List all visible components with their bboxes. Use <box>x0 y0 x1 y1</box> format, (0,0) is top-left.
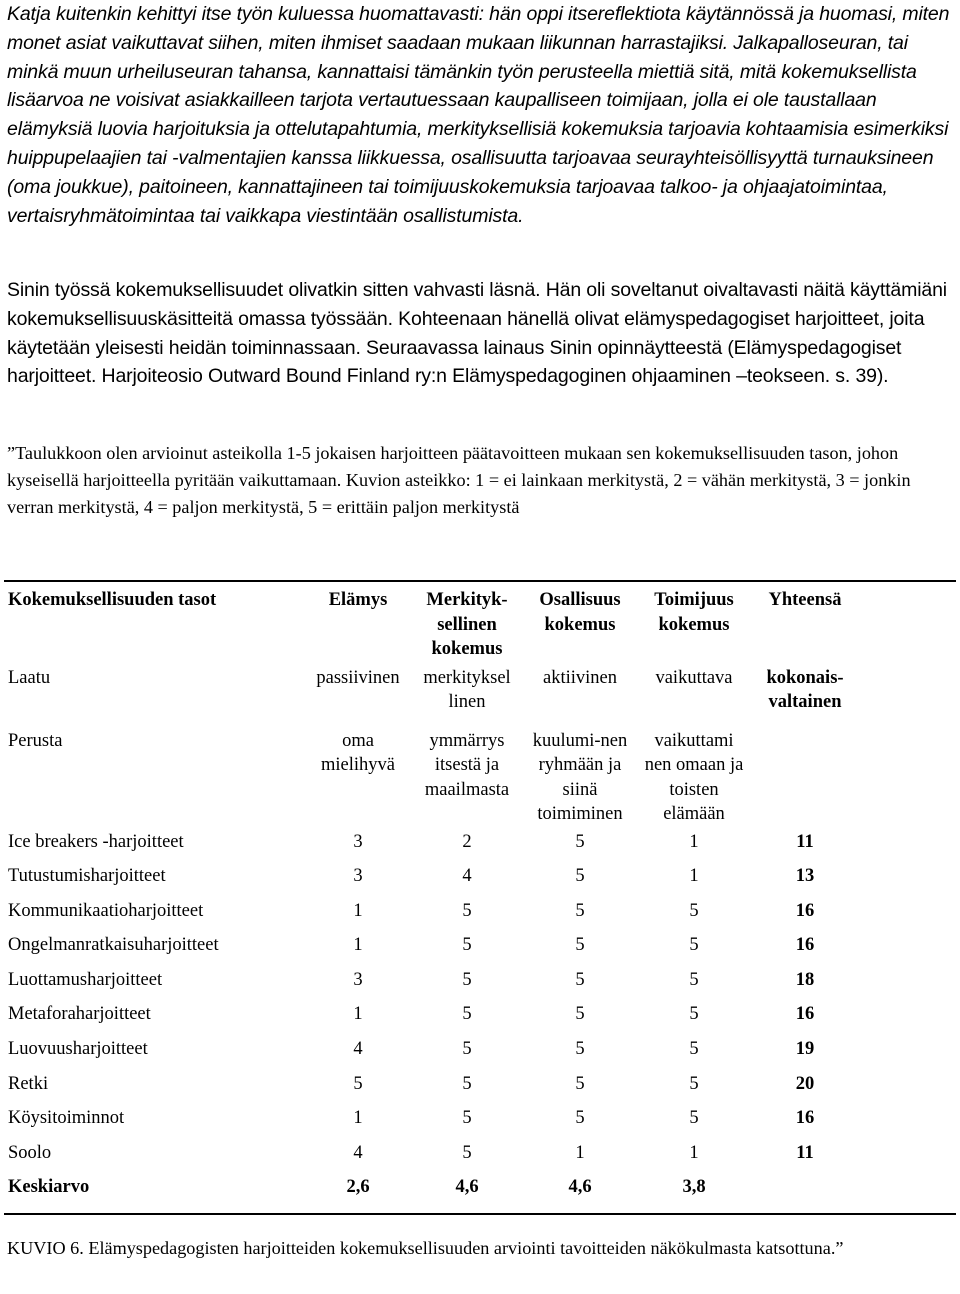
table-row <box>4 930 956 965</box>
intro-paragraph: Katja kuitenkin kehittyi itse työn kuluessa huomattavasti: hän oppi itsereflektiota käytännössä ja huomasi, miten monet asiat vaikuttavat siihen, miten ihmiset saadaan mukaan liikunnan harrastajiksi. Jalkapalloseuran, tai minkä muun urheiluseuran tahansa, kannattaisi tämänkin työn perusteella miettiä sitä, mitä kokemuksellista lisäarvoa ne voisivat asiakkailleen tarjota vertautuessaan kaupalliseen toimijaan, jolla ei ole taustallaan elämyksiä luovia harjoituksia ja ottelutapahtumia, merkityksellisiä kokemuksia tarjoavia kohtaamisia esimerkiksi huippupelaajien tai -valmentajien kanssa liikkuessa, osallisuutta tarjoavaa seurayhteisöllisyyttä turnauksineen (oma joukkue), paitoineen, kannattajineen tai toimijuuskokemuksia tarjoavaa talkoo- ja ohjaajatoimintaa, vertaisryhmätoimintaa tai vaikkapa viestintään osallistumista. <box>7 3 950 227</box>
table-cell: 16 <box>795 1004 815 1025</box>
table-cell: 1 <box>353 1108 363 1129</box>
table-cell: 5 <box>462 1142 472 1163</box>
spacer-cell <box>860 1034 956 1069</box>
table-cell: 1 <box>353 935 363 956</box>
table-cell: 2,6 <box>304 1172 412 1214</box>
header-cell: Kokemuksellisuuden tasot <box>4 581 304 666</box>
table-row <box>4 1138 956 1173</box>
table-cell: 5 <box>575 831 585 852</box>
table-cell: 16 <box>795 900 815 921</box>
table-cell <box>750 725 860 827</box>
header-cell: Elämys <box>304 581 412 666</box>
table-cell: 4,6 <box>412 1172 522 1214</box>
table-cell: 5 <box>689 1073 699 1094</box>
table-cell: 5 <box>462 1004 472 1025</box>
table-cell <box>750 1172 860 1214</box>
table-cell: 16 <box>795 935 815 956</box>
basis-row <box>4 725 956 827</box>
spacer-cell <box>860 725 956 827</box>
table-cell: 13 <box>795 866 815 887</box>
header-cell: Yhteensä <box>750 581 860 666</box>
table-row <box>4 1069 956 1104</box>
table-row <box>4 1034 956 1069</box>
quote-paragraph: ”Taulukkoon olen arvioinut asteikolla 1-5 jokaisen harjoitteen päätavoitteen mukaan sen kokemuksellisuuden tason, johon kyseisellä harjoitteella pyritään vaikuttamaan. Kuvion asteikko: 1 = ei lainkaan merkitystä, 2 = vähän merkitystä, 3 = jonkin verran merkitystä, 4 = paljon merkitystä, 5 = erittäin paljon merkitystä <box>7 443 911 517</box>
table-cell: 5 <box>689 1004 699 1025</box>
table-cell: Laatu <box>8 667 51 688</box>
spacer-cell <box>860 1172 956 1214</box>
table-row <box>4 861 956 896</box>
table-header-row <box>4 581 956 666</box>
table-cell: 5 <box>462 1073 472 1094</box>
table-cell: 3,8 <box>638 1172 750 1214</box>
table-cell: 1 <box>689 866 699 887</box>
table-cell: 5 <box>689 1039 699 1060</box>
table-cell: kuulumi-nen ryhmään ja siinä toimiminen <box>532 730 628 824</box>
table-cell: passiivinen <box>316 667 400 688</box>
header-spacer <box>860 581 956 666</box>
spacer-cell <box>860 1103 956 1138</box>
spacer-cell <box>860 999 956 1034</box>
table-cell: 5 <box>462 1039 472 1060</box>
table-cell: 3 <box>353 866 363 887</box>
table-cell: 2 <box>462 831 472 852</box>
table-cell: 5 <box>689 900 699 921</box>
table-cell: 1 <box>353 1004 363 1025</box>
table-cell: 5 <box>689 969 699 990</box>
table-cell: 4 <box>353 1142 363 1163</box>
table-cell: 5 <box>689 935 699 956</box>
table-cell: 5 <box>575 1004 585 1025</box>
table-cell: 5 <box>575 1073 585 1094</box>
table-cell: Luottamusharjoitteet <box>8 969 163 990</box>
table-cell: 20 <box>795 1073 815 1094</box>
table-cell: 18 <box>795 969 815 990</box>
spacer-cell <box>860 666 956 725</box>
table-cell: 5 <box>689 1108 699 1129</box>
spacer-cell <box>860 1069 956 1104</box>
table-cell: 4 <box>462 866 472 887</box>
quality-row <box>4 666 956 725</box>
table-cell: Keskiarvo <box>4 1172 304 1214</box>
figure-caption: KUVIO 6. Elämyspedagogisten harjoitteiden kokemuksellisuuden arviointi tavoitteiden näkökulmasta katsottuna.” <box>7 1238 844 1258</box>
sini-paragraph: Sinin työssä kokemuksellisuudet olivatkin sitten vahvasti läsnä. Hän oli soveltanut oivaltavasti näitä käyttämiäni kokemuksellisuuskäsitteitä omassa työssään. Kohteenaan hänellä olivat elämyspedagogiset harjoitteet, joita käytetään yleisesti heidän toiminnassaan. Seuraavassa lainaus Sinin opinnäytteestä (Elämyspedagogiset harjoitteet. Harjoiteosio Outward Bound Finland ry:n Elämyspedagoginen ohjaaminen –teokseen. s. 39). <box>7 279 947 388</box>
table-cell: aktiivinen <box>543 667 617 688</box>
table-cell: 5 <box>462 900 472 921</box>
table-cell: 1 <box>575 1142 585 1163</box>
table-cell: Perusta <box>8 730 63 751</box>
spacer-cell <box>860 1138 956 1173</box>
table-cell: 3 <box>353 831 363 852</box>
header-cell: Toimijuus kokemus <box>638 581 750 666</box>
table-cell: ymmärrys itsestä ja maailmasta <box>424 730 510 800</box>
spacer-cell <box>860 827 956 862</box>
table-row <box>4 965 956 1000</box>
table-cell: Tutustumisharjoitteet <box>8 866 166 887</box>
table-cell: 3 <box>353 969 363 990</box>
table-cell: oma mielihyvä <box>321 730 395 775</box>
table-cell: 5 <box>575 900 585 921</box>
table-cell: Soolo <box>8 1142 52 1163</box>
table-cell: 16 <box>795 1108 815 1129</box>
header-cell: Osallisuus kokemus <box>522 581 638 666</box>
table-cell: 5 <box>575 1039 585 1060</box>
table-cell: Kommunikaatioharjoitteet <box>8 900 204 921</box>
table-cell: vaikuttami nen omaan ja toisten elämään <box>644 730 744 824</box>
table-cell: 4 <box>353 1039 363 1060</box>
table-cell: Köysitoiminnot <box>8 1108 125 1129</box>
table-cell: vaikuttava <box>655 667 733 688</box>
table-cell: Ice breakers -harjoitteet <box>8 831 184 852</box>
table-cell: Retki <box>8 1073 49 1094</box>
table-cell: 5 <box>353 1073 363 1094</box>
table-cell: 11 <box>796 1142 814 1163</box>
table-cell: kokonais-valtainen <box>766 667 844 712</box>
header-cell: Merkityk-sellinen kokemus <box>412 581 522 666</box>
table-row <box>4 896 956 931</box>
table-cell: Luovuusharjoitteet <box>8 1039 148 1060</box>
table-cell: 1 <box>689 1142 699 1163</box>
spacer-cell <box>860 861 956 896</box>
table-cell: Metaforaharjoitteet <box>8 1004 151 1025</box>
table-cell: 4,6 <box>522 1172 638 1214</box>
spacer-cell <box>860 896 956 931</box>
table-cell: merkityksel linen <box>423 667 511 712</box>
table-cell: 1 <box>353 900 363 921</box>
table-cell: 5 <box>575 1108 585 1129</box>
table-cell: 5 <box>575 866 585 887</box>
average-row <box>4 1172 956 1214</box>
spacer-cell <box>860 965 956 1000</box>
table-row <box>4 827 956 862</box>
table-cell: 5 <box>575 969 585 990</box>
table-row <box>4 999 956 1034</box>
experience-table <box>4 580 956 1215</box>
table-cell: 5 <box>462 1108 472 1129</box>
table-row <box>4 1103 956 1138</box>
table-cell: 5 <box>462 969 472 990</box>
table-cell: Ongelmanratkaisuharjoitteet <box>8 935 219 956</box>
spacer-cell <box>860 930 956 965</box>
table-cell: 5 <box>575 935 585 956</box>
table-cell: 11 <box>796 831 814 852</box>
table-cell: 19 <box>795 1039 815 1060</box>
table-cell: 5 <box>462 935 472 956</box>
table-cell: 1 <box>689 831 699 852</box>
